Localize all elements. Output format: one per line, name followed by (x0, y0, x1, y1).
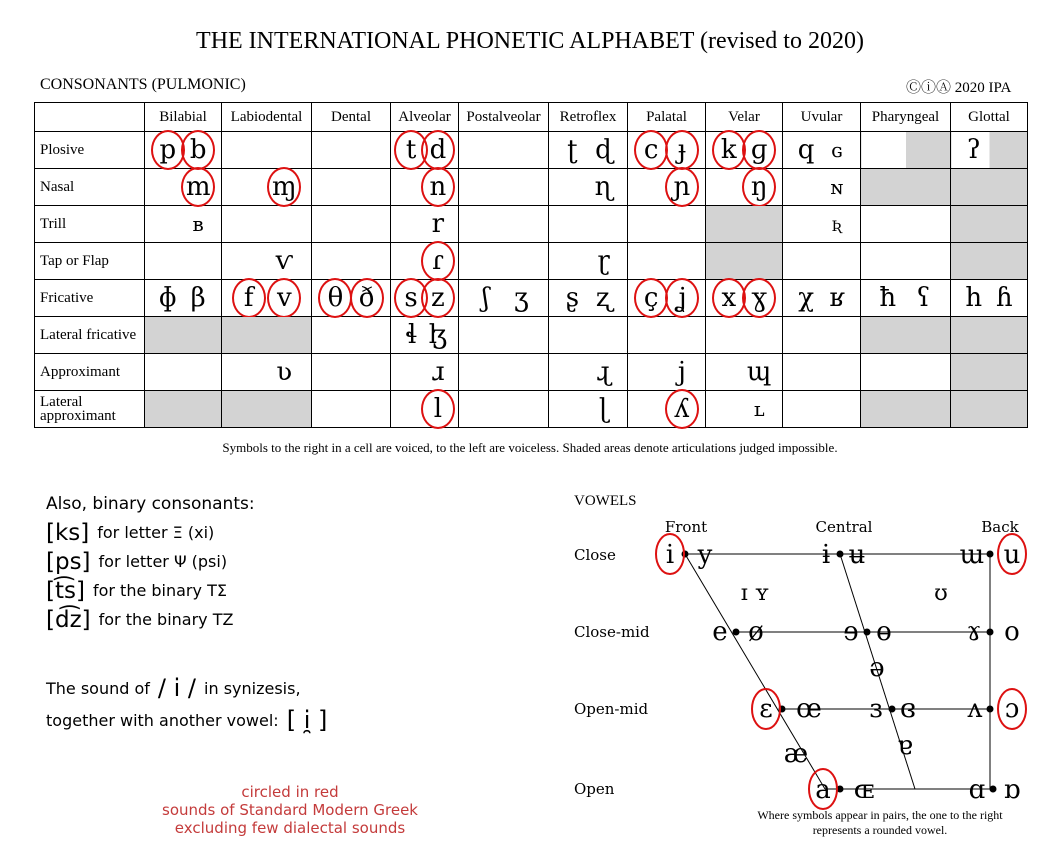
consonant-cell (312, 243, 391, 280)
vowel-close-front-rounded: y (697, 540, 713, 570)
consonant-cell (391, 243, 459, 280)
consonant-cell (861, 132, 951, 169)
consonant-cell (861, 317, 951, 354)
row-label: Lateral approximant (35, 391, 145, 428)
vowel-close-central-rounded: ʉ (848, 540, 866, 570)
consonant-cell (783, 132, 861, 169)
ipa-symbol: v (276, 283, 292, 313)
ipa-symbol: r (431, 209, 445, 239)
consonant-cell (706, 243, 783, 280)
consonant-row (35, 169, 1028, 206)
consonant-cell (549, 132, 628, 169)
ipa-symbol: ɾ (432, 246, 444, 276)
consonant-cell (549, 391, 628, 428)
consonant-cell (628, 132, 706, 169)
consonant-row (35, 206, 1028, 243)
ipa-symbol: d (429, 135, 447, 165)
consonant-cell (222, 206, 312, 243)
column-header: Alveolar (391, 103, 459, 132)
consonant-cell (706, 169, 783, 206)
consonant-cell (549, 169, 628, 206)
consonant-cell (706, 317, 783, 354)
binary-item (46, 605, 255, 634)
consonant-cell (951, 206, 1028, 243)
consonant-cell (861, 243, 951, 280)
binary-item (46, 576, 255, 605)
consonant-cell (549, 243, 628, 280)
ipa-symbol: ç (643, 283, 659, 313)
column-header: Bilabial (145, 103, 222, 132)
consonant-table-body (35, 132, 1028, 428)
synizesis-symbol: [ i̯ ] (286, 706, 328, 734)
ipa-symbol: ɸ (158, 283, 177, 313)
consonant-cell (145, 280, 222, 317)
consonant-cell (391, 280, 459, 317)
consonant-cell (222, 169, 312, 206)
consonant-cell (783, 243, 861, 280)
consonant-cell (628, 169, 706, 206)
vowel-trapezium (560, 510, 1040, 840)
consonant-cell (222, 280, 312, 317)
consonant-cell (145, 132, 222, 169)
consonant-cell (861, 169, 951, 206)
consonant-cell (459, 391, 549, 428)
column-header: Palatal (628, 103, 706, 132)
chart-title: THE INTERNATIONAL PHONETIC ALPHABET (revised to 2020) (196, 28, 864, 54)
consonant-cell (145, 243, 222, 280)
ipa-symbol: c (643, 135, 659, 165)
consonant-cell (312, 280, 391, 317)
column-header: Retroflex (549, 103, 628, 132)
vowel-red-circles (656, 534, 1026, 809)
binary-symbol: [ps] (46, 548, 91, 575)
column-header: Uvular (783, 103, 861, 132)
consonant-cell (459, 280, 549, 317)
consonant-cell (222, 391, 312, 428)
consonant-cell (628, 354, 706, 391)
synizesis-text: together with another vowel: (46, 710, 279, 730)
consonant-cell (549, 206, 628, 243)
consonant-cell (391, 354, 459, 391)
row-label: Nasal (35, 169, 145, 206)
consonant-cell (951, 243, 1028, 280)
vowel-close-central-unrounded: ɨ (821, 540, 831, 570)
consonant-cell (861, 206, 951, 243)
ipa-symbol: z (431, 283, 445, 313)
consonant-cell (312, 354, 391, 391)
column-header: Labiodental (222, 103, 312, 132)
ipa-symbol: ʐ (595, 283, 612, 313)
row-label: Tap or Flap (35, 243, 145, 280)
binary-symbol: [d͡z] (46, 606, 91, 633)
vowel-column-back: Back (981, 518, 1019, 536)
ipa-symbol: s (404, 283, 418, 313)
ipa-symbol: f (243, 283, 254, 313)
ipa-symbol: ʋ (276, 357, 293, 387)
ipa-symbol: θ (327, 283, 344, 313)
consonant-cell (459, 243, 549, 280)
vowel-open-front-rounded: ɶ (853, 775, 875, 805)
consonant-row (35, 280, 1028, 317)
consonant-cell (951, 354, 1028, 391)
binary-description: for the binary ΤΣ (92, 581, 227, 600)
binary-item (46, 547, 255, 576)
binary-symbol: [ks] (46, 519, 90, 546)
ipa-symbol: ɳ (594, 172, 613, 202)
ipa-symbol: ʎ (674, 394, 690, 424)
column-header: Velar (706, 103, 783, 132)
ipa-symbol: ɟ (677, 135, 686, 165)
ipa-symbol: ⱱ (275, 246, 293, 276)
row-label: Approximant (35, 354, 145, 391)
legend-line: circled in red (241, 783, 339, 801)
ipa-symbol: m (185, 172, 211, 202)
ipa-symbol: ʙ (192, 212, 204, 236)
ipa-symbol: ɹ (431, 357, 445, 387)
consonant-cell (783, 354, 861, 391)
vowel-open-back-unrounded: ɑ (968, 775, 986, 805)
vowel-close-mid-front-rounded: ø (748, 617, 764, 647)
vowel-close-mid-front-unrounded: e (712, 617, 728, 647)
ipa-symbol: ɦ (995, 283, 1013, 313)
ipa-symbol: ɽ (597, 246, 610, 276)
consonant-cell (783, 169, 861, 206)
consonant-cell (391, 317, 459, 354)
consonants-heading: CONSONANTS (PULMONIC) (40, 76, 246, 93)
consonant-cell (459, 132, 549, 169)
ipa-symbol: h (965, 283, 983, 313)
consonant-cell (549, 317, 628, 354)
consonant-cell (459, 317, 549, 354)
consonant-cell (459, 169, 549, 206)
binary-symbol: [t͡s] (46, 577, 85, 604)
consonant-row (35, 354, 1028, 391)
consonant-footnote: Symbols to the right in a cell are voiced, to the left are voiceless. Shaded areas denote articulations judged impossible. (222, 440, 838, 455)
ipa-symbol: ɰ (746, 357, 772, 387)
row-label: Plosive (35, 132, 145, 169)
consonant-cell (312, 132, 391, 169)
copyright-notice: ⒸⓘⒶ 2020 IPA (906, 80, 1012, 96)
ipa-symbol: t (405, 135, 417, 165)
vowel-open-front-unrounded: a (815, 775, 831, 805)
vowel-close-mid-back-rounded: o (1004, 617, 1020, 647)
ipa-symbol: ŋ (750, 172, 768, 202)
consonant-cell (222, 132, 312, 169)
binary-item (46, 518, 255, 547)
consonant-cell (783, 317, 861, 354)
binary-heading: Also, binary consonants: (46, 494, 255, 514)
vowel-near-open-front: æ (783, 739, 809, 769)
consonant-cell (783, 206, 861, 243)
vowel-near-open-central: ɐ (897, 731, 913, 761)
ipa-symbol: ʃ (482, 283, 490, 313)
consonant-cell (312, 206, 391, 243)
ipa-symbol: ɴ (830, 175, 844, 199)
vowel-close-back-unrounded: ɯ (959, 540, 985, 570)
consonant-cell (783, 280, 861, 317)
ipa-symbol: ɖ (595, 135, 613, 165)
consonant-cell (706, 132, 783, 169)
consonant-table (34, 102, 1028, 428)
vowel-pair-dots (682, 551, 997, 793)
ipa-symbol: ɡ (750, 135, 768, 165)
ipa-symbol: ɬ (405, 320, 417, 350)
legend-line: excluding few dialectal sounds (174, 819, 406, 837)
binary-description: for letter Ξ (xi) (97, 523, 215, 542)
vowel-column-front: Front (664, 518, 708, 536)
consonant-row (35, 391, 1028, 428)
binary-description: for the binary ΤΖ (98, 610, 234, 629)
synizesis-symbol: / i / (157, 674, 197, 702)
consonant-row (35, 243, 1028, 280)
consonant-cell (391, 206, 459, 243)
column-header: Postalveolar (459, 103, 549, 132)
ipa-symbol: χ (798, 283, 814, 313)
ipa-symbol: ɮ (428, 320, 448, 350)
column-header: Dental (312, 103, 391, 132)
row-label: Trill (35, 206, 145, 243)
consonant-cell (628, 391, 706, 428)
ipa-symbol: k (720, 135, 737, 165)
consonant-cell (628, 317, 706, 354)
ipa-symbol: j (677, 357, 686, 387)
vowel-symbols (666, 540, 1021, 805)
header-corner (35, 103, 145, 132)
ipa-symbol: ɣ (751, 283, 767, 313)
consonant-cell (145, 169, 222, 206)
column-header: Pharyngeal (861, 103, 951, 132)
vowel-close-mid-central-unrounded: ɘ (843, 617, 859, 647)
ipa-symbol: ð (358, 283, 375, 313)
synizesis-text: The sound of (46, 678, 150, 698)
consonant-cell (391, 391, 459, 428)
consonant-cell (222, 243, 312, 280)
consonant-cell (459, 354, 549, 391)
ipa-symbol: p (159, 135, 177, 165)
consonant-cell (706, 354, 783, 391)
ipa-symbol: ɱ (271, 172, 297, 202)
vowel-close-front-unrounded: i (665, 540, 675, 570)
consonant-cell (861, 391, 951, 428)
vowel-open-mid-central-unrounded: ɜ (869, 694, 883, 724)
ipa-symbol: ʝ (677, 283, 687, 313)
consonant-row (35, 317, 1028, 354)
vowel-mid-central: ə (869, 653, 885, 683)
vowel-close-mid-back-unrounded: ɤ (966, 617, 982, 647)
ipa-symbol: ʔ (966, 135, 981, 165)
consonant-cell (222, 317, 312, 354)
consonant-cell (145, 391, 222, 428)
consonant-cell (706, 391, 783, 428)
ipa-symbol: ʈ (567, 135, 578, 165)
ipa-symbol: x (721, 283, 737, 313)
ipa-symbol: ʀ (831, 212, 843, 236)
ipa-symbol: ħ (879, 283, 897, 313)
vowel-near-close-front: ɪ ʏ (740, 581, 770, 606)
ipa-symbol: ʂ (565, 283, 580, 313)
consonant-cell (391, 132, 459, 169)
ipa-symbol: ɭ (598, 394, 609, 424)
ipa-symbol: ʟ (753, 397, 765, 421)
column-header: Glottal (951, 103, 1028, 132)
consonant-cell (459, 206, 549, 243)
ipa-symbol: n (429, 172, 447, 202)
consonant-cell (783, 391, 861, 428)
consonant-cell (951, 132, 1028, 169)
vowels-heading: VOWELS (574, 493, 637, 509)
consonant-cell (951, 317, 1028, 354)
ipa-symbol: ɲ (673, 172, 691, 202)
vowel-row-open: Open (574, 780, 615, 798)
consonant-cell (861, 354, 951, 391)
synizesis-note (46, 672, 327, 736)
consonant-cell (145, 206, 222, 243)
consonant-cell (312, 391, 391, 428)
consonant-cell (222, 354, 312, 391)
red-circle-legend (140, 783, 440, 837)
vowel-row-open-mid: Open-mid (574, 700, 649, 718)
consonant-cell (628, 206, 706, 243)
ipa-symbol: ʒ (513, 283, 529, 313)
consonant-cell (706, 206, 783, 243)
consonant-cell (706, 280, 783, 317)
vowel-row-close: Close (574, 546, 616, 564)
consonant-cell (951, 391, 1028, 428)
ipa-symbol: l (433, 394, 443, 424)
ipa-symbol: b (189, 135, 207, 165)
vowel-open-mid-central-rounded: ɞ (900, 694, 916, 724)
binary-consonants-panel (46, 494, 255, 634)
consonant-cell (312, 169, 391, 206)
ipa-symbol: β (190, 283, 206, 313)
vowel-near-close-back: ʊ (934, 581, 948, 606)
consonant-cell (145, 354, 222, 391)
consonant-cell (951, 280, 1028, 317)
consonant-cell (628, 243, 706, 280)
legend-line: sounds of Standard Modern Greek (162, 801, 418, 819)
consonant-cell (549, 280, 628, 317)
vowel-open-mid-back-rounded: ɔ (1004, 694, 1020, 724)
consonant-cell (312, 317, 391, 354)
vowel-open-mid-back-unrounded: ʌ (967, 694, 983, 724)
consonant-cell (861, 280, 951, 317)
binary-description: for letter Ψ (psi) (98, 552, 228, 571)
row-label: Lateral fricative (35, 317, 145, 354)
consonant-cell (628, 280, 706, 317)
vowel-close-back-rounded: u (1003, 540, 1021, 570)
vowel-footnote: Where symbols appear in pairs, the one to the right represents a rounded vowel. (757, 808, 1003, 837)
vowel-open-back-rounded: ɒ (1003, 775, 1021, 805)
ipa-symbol: q (797, 135, 815, 165)
ipa-symbol: ɻ (596, 357, 611, 387)
consonant-cell (391, 169, 459, 206)
vowel-row-close-mid: Close-mid (574, 623, 650, 641)
synizesis-text: in synizesis, (204, 678, 301, 698)
ipa-symbol: ɢ (831, 138, 843, 162)
consonant-cell (951, 169, 1028, 206)
ipa-symbol: ʁ (829, 283, 845, 313)
vowel-close-mid-central-rounded: ɵ (876, 617, 892, 647)
consonant-cell (549, 354, 628, 391)
consonant-row (35, 132, 1028, 169)
vowel-open-mid-front-rounded: œ (796, 694, 822, 724)
consonant-cell (145, 317, 222, 354)
vowel-open-mid-front-unrounded: ɛ (759, 694, 773, 724)
consonant-header-row (35, 103, 1028, 132)
vowel-column-central: Central (815, 518, 873, 536)
row-label: Fricative (35, 280, 145, 317)
ipa-symbol: ʕ (916, 283, 931, 313)
